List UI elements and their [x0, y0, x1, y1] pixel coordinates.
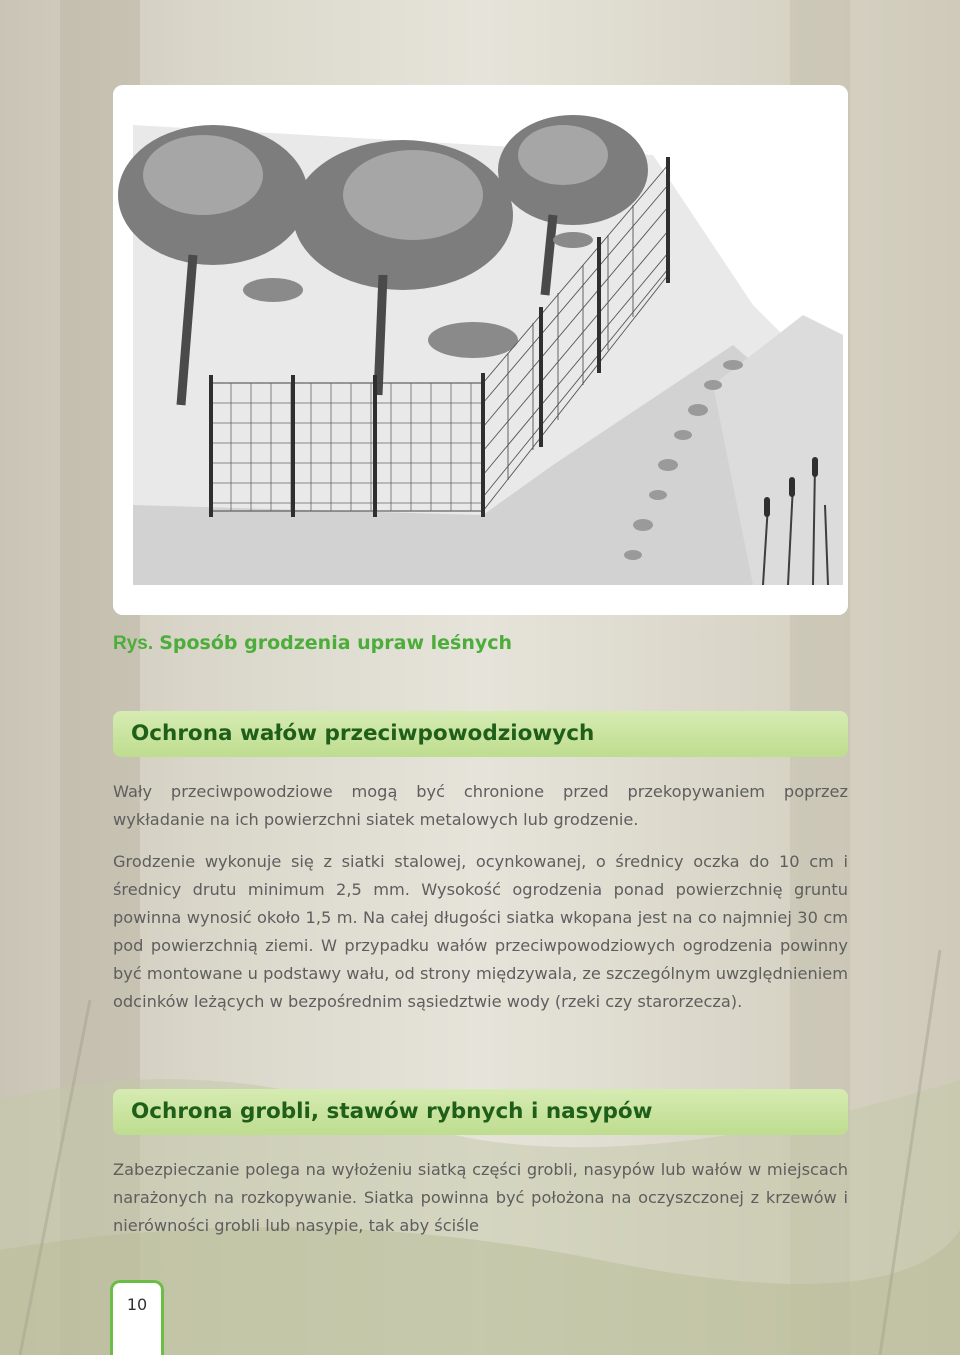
section-1-body: [113, 778, 848, 1016]
section-1-paragraph-2: Grodzenie wykonuje się z siatki stalowej, ocynkowanej, o średnicy oczka do 10 cm i średnicy drutu minimum 2,5 mm. Wysokość ogrodzenia ponad powierzchnię gruntu powinna wynosić około 1,5 m. Na całej długości siatka wkopana jest na co najmniej 30 cm pod powierzchnią ziemi. W przypadku wałów przeciwpowodziowych ogrodzenia powinny być montowane u podstawy wału, od strony międzywala, ze szczególnym uwzględnieniem odcinków leżących w bezpośrednim sąsiedztwie wody (rzeki czy starorzecza).: [113, 852, 848, 1011]
figure-illustration-fence: [113, 85, 848, 615]
section-1-paragraph-1: Wały przeciwpowodziowe mogą być chronione przed przekopywaniem poprzez wykładanie na ich powierzchni siatek metalowych lub grodzenie.: [113, 782, 848, 829]
page-number: 10: [110, 1280, 164, 1355]
figure-caption: [113, 632, 512, 655]
caption-prefix: Rys.: [113, 633, 154, 654]
section-heading-bar-1: [113, 711, 848, 757]
section-heading-bar-2: [113, 1089, 848, 1135]
section-2-body: [113, 1156, 848, 1240]
fence-sketch: [113, 85, 848, 615]
caption-text: Sposób grodzenia upraw leśnych: [159, 632, 513, 654]
section-2-paragraph-1: Zabezpieczanie polega na wyłożeniu siatką części grobli, nasypów lub wałów w miejscach narażonych na rozkopywanie. Siatka powinna być położona na oczyszczonej z krzewów i nierówności grobli lub nasypie, tak aby ściśle: [113, 1160, 848, 1235]
section-heading-2: Ochrona grobli, stawów rybnych i nasypów: [131, 1099, 653, 1124]
section-heading-1: Ochrona wałów przeciwpowodziowych: [131, 721, 595, 746]
